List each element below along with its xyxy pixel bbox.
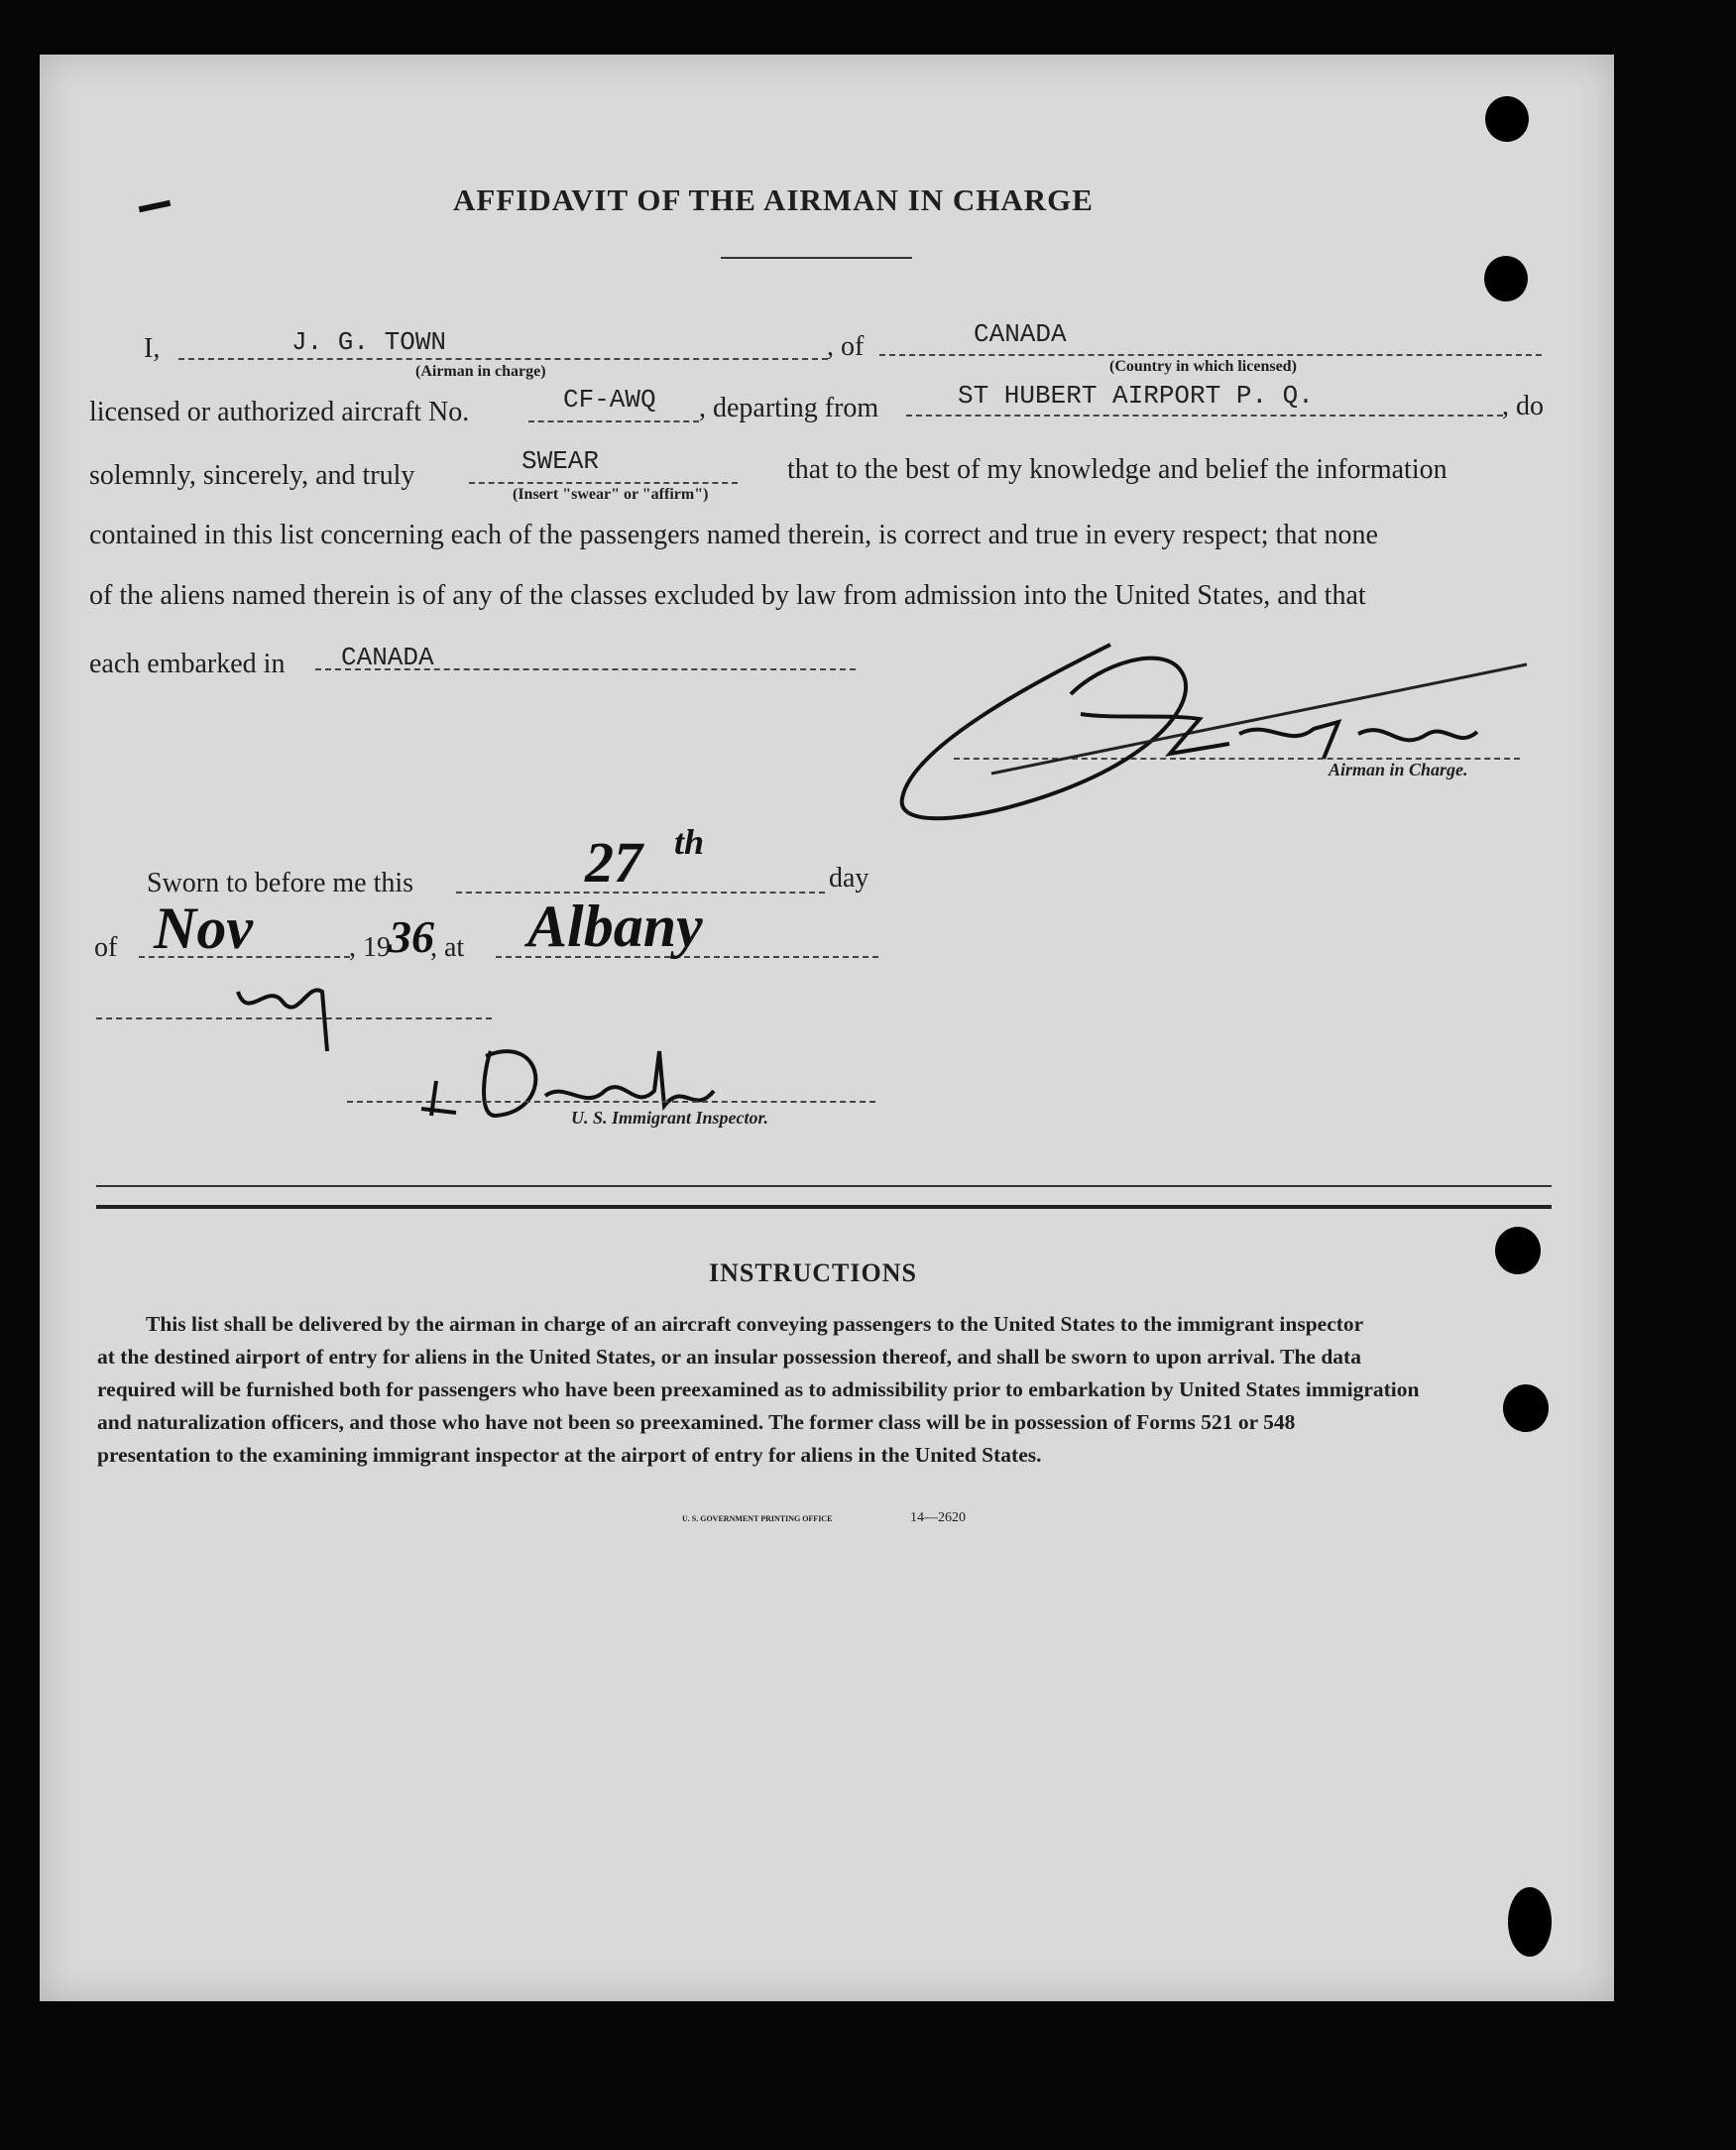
at-label: , at (430, 932, 465, 963)
form-title: AFFIDAVIT OF THE AIRMAN IN CHARGE (453, 182, 1094, 217)
instructions-line: and naturalization officers, and those who have not been so preexamined. The former class will be in possession of Forms 521 or 548 (97, 1410, 1296, 1434)
instructions-heading: INSTRUCTIONS (709, 1258, 917, 1287)
month-value: Nov (154, 896, 253, 961)
sworn-day-value: 27 (585, 830, 642, 895)
punch-hole (1508, 1887, 1552, 1957)
sworn-day-suffix: th (674, 822, 705, 862)
departing-line (906, 415, 1503, 417)
swear-line (469, 482, 738, 484)
line5: of the aliens named therein is of any of the classes excluded by law from admission into the United States, and that (89, 580, 1366, 611)
country-line (879, 354, 1542, 356)
line2-prefix: licensed or authorized aircraft No. (89, 397, 470, 427)
section-divider (96, 1205, 1552, 1209)
inspector-caption: U. S. Immigrant Inspector. (571, 1108, 769, 1128)
punch-hole (1495, 1227, 1541, 1274)
punch-hole (1484, 256, 1528, 301)
year-value: 36 (389, 911, 434, 962)
airman-name-line (178, 358, 828, 360)
punch-hole (1503, 1384, 1549, 1432)
country-value: CANADA (974, 319, 1067, 349)
aircraft-no-line (528, 420, 699, 422)
form-code: 14—2620 (910, 1510, 966, 1525)
departing-value: ST HUBERT AIRPORT P. Q. (958, 381, 1314, 411)
airman-caption-signature: Airman in Charge. (1329, 760, 1468, 779)
instructions-line: This list shall be delivered by the airman in charge of an aircraft conveying passengers to the United States to the immigrant inspector (146, 1312, 1364, 1336)
embarked-value: CANADA (341, 643, 434, 672)
country-caption: (Country in which licensed) (1109, 358, 1297, 375)
aircraft-no-value: CF-AWQ (563, 385, 656, 415)
line3-prefix: solemnly, sincerely, and truly (89, 460, 415, 491)
year-prefix: , 19 (349, 932, 391, 963)
instructions-line: required will be furnished both for passengers who have been preexamined as to admissibility prior to embarkation by United States immigration (97, 1377, 1420, 1401)
line4: contained in this list concerning each of the passengers named therein, is correct and true in every respect; that none (89, 520, 1378, 550)
swear-value: SWEAR (521, 446, 600, 476)
instructions-line: presentation to the examining immigrant inspector at the airport of entry for aliens in the United States. (97, 1443, 1042, 1467)
line6-prefix: each embarked in (89, 649, 286, 679)
of-label: of (94, 932, 118, 963)
section-divider (96, 1185, 1552, 1187)
inspector-signature-line (347, 1101, 875, 1103)
sworn-prefix: Sworn to before me this (147, 868, 414, 898)
airman-caption: (Airman in charge) (415, 363, 546, 380)
title-rule (721, 257, 912, 259)
punch-hole (1485, 96, 1529, 142)
line2-do: , do (1502, 391, 1544, 421)
airman-signature-text: J G Town (1467, 832, 1475, 834)
line3-suffix: that to the best of my knowledge and belief the information (787, 454, 1447, 485)
airman-signature (872, 625, 1547, 843)
swear-caption: (Insert "swear" or "affirm") (513, 486, 709, 503)
instructions-line: at the destined airport of entry for aliens in the United States, or an insular possession thereof, and shall be sworn to upon arrival. The data (97, 1345, 1361, 1369)
handwritten-scribble (228, 962, 367, 1061)
place-value: Albany (527, 894, 703, 959)
airman-name-value: J. G. TOWN (291, 327, 447, 357)
line1-of: , of (827, 331, 865, 362)
line2-departing: , departing from (699, 393, 879, 423)
line1-prefix: I, (144, 333, 161, 364)
printing-office: U. S. GOVERNMENT PRINTING OFFICE (682, 1514, 833, 1523)
sworn-day-label: day (829, 863, 869, 894)
